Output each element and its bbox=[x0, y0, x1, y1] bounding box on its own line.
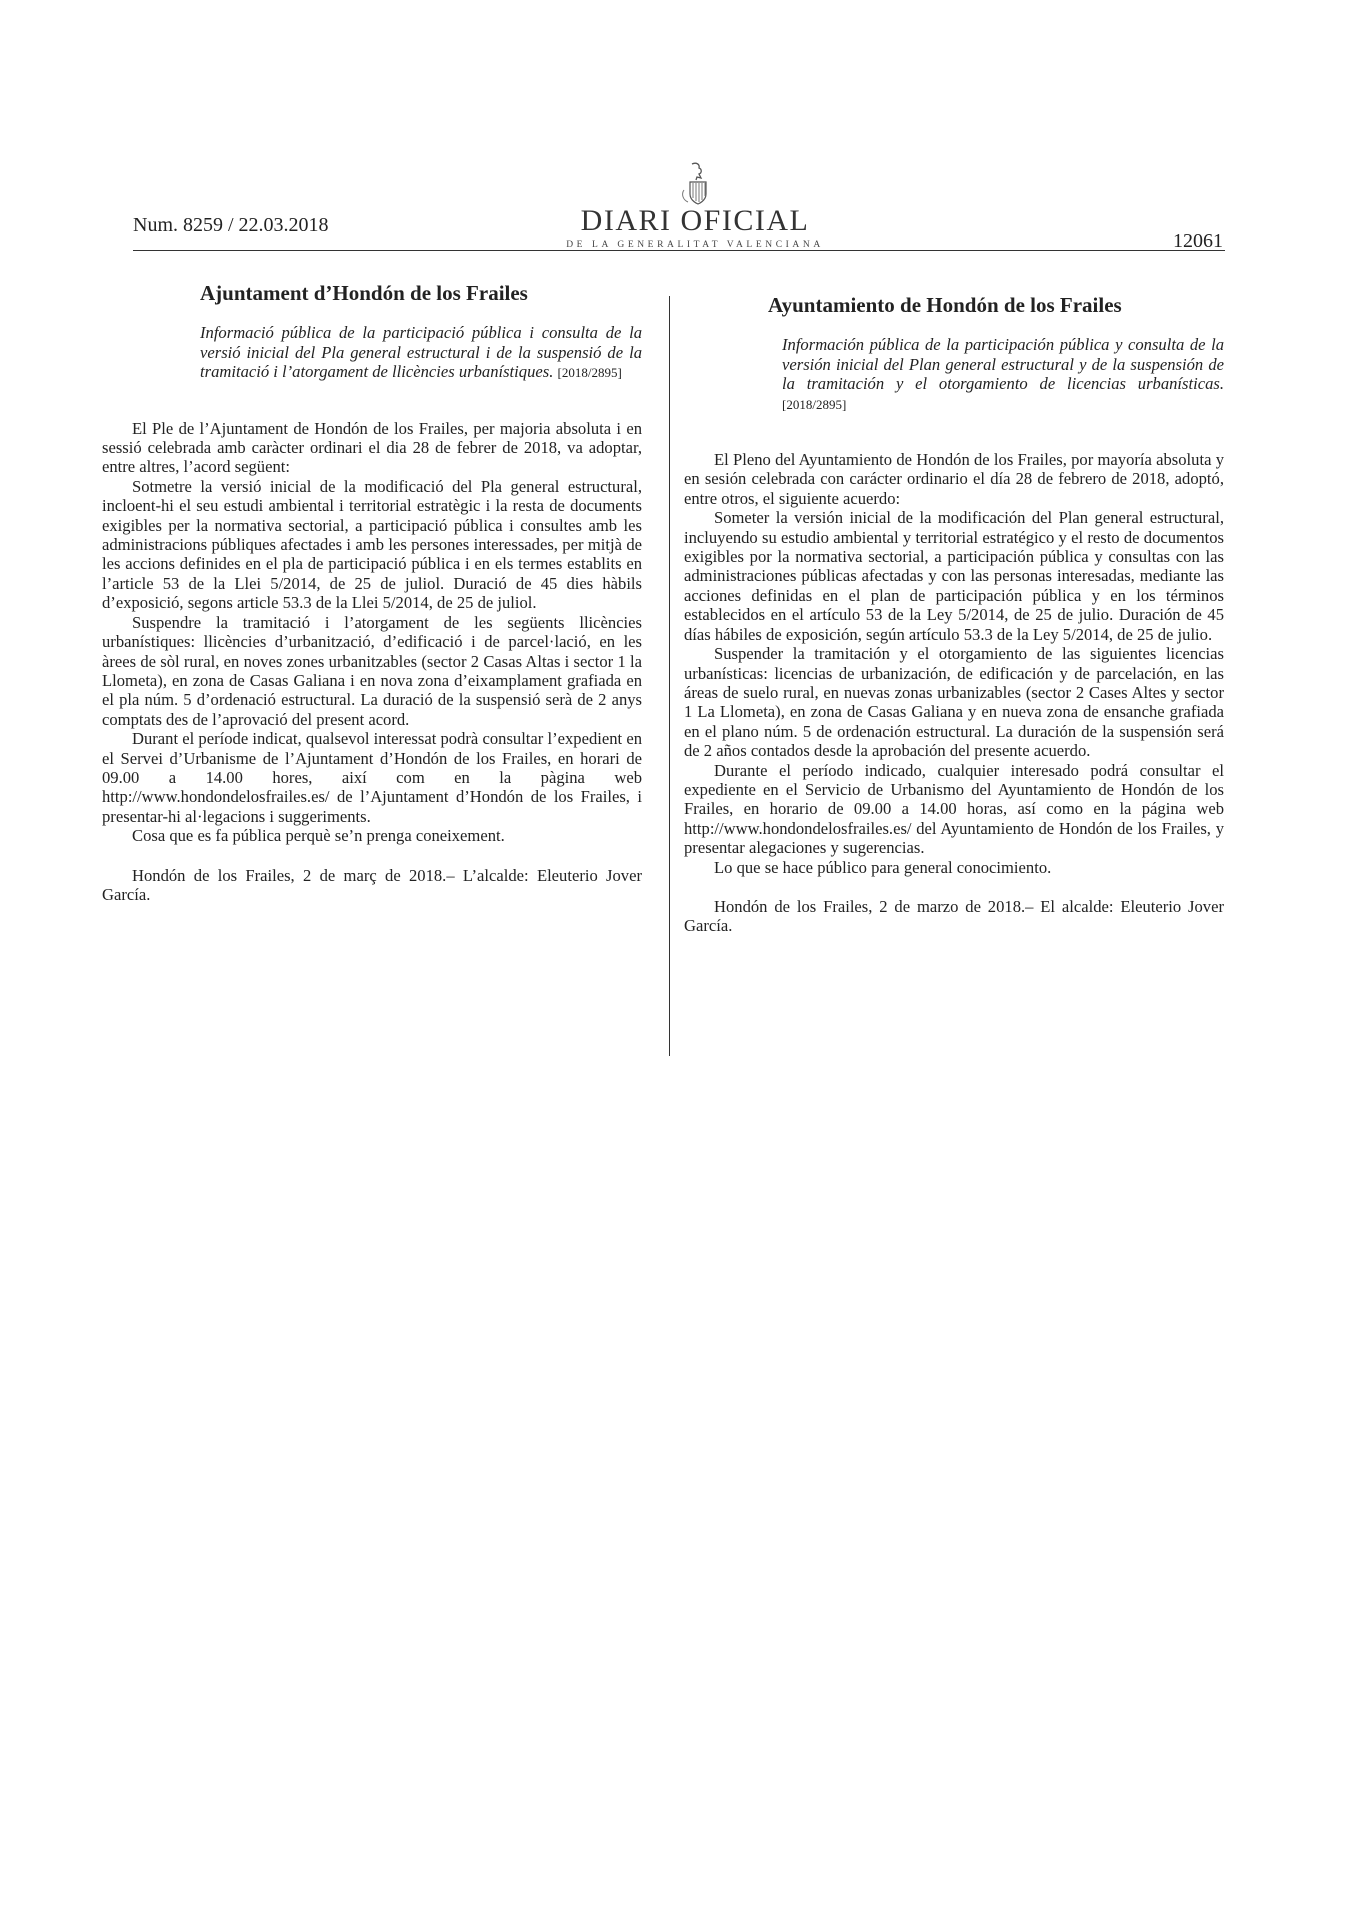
signature-line: Hondón de los Frailes, 2 de marzo de 2018.– El alcalde: Eleuterio Jover García. bbox=[684, 896, 1224, 936]
masthead bbox=[560, 160, 830, 250]
summary bbox=[200, 323, 642, 382]
paragraph: Someter la versión inicial de la modificación del Plan general estructural, incluyendo su estudio ambiental y territorial estratégico y el resto de documentos exigibles por la normativa sectorial, a participación pública y consultas con las administraciones públicas afectadas y con las personas interesadas, mediante las acciones definidas en el plan de participación pública y en los términos establecidos en el artículo 53 de la Ley 5/2014, de 25 de julio. Duración de 45 días hábiles de exposición, según artículo 53.3 de la Ley 5/2014, de 25 de julio. bbox=[684, 508, 1224, 644]
paragraph: Cosa que es fa pública perquè se’n prenga coneixement. bbox=[132, 826, 505, 846]
issue-number: Num. 8259 / 22.03.2018 bbox=[133, 214, 329, 236]
reference-code: [2018/2895] bbox=[782, 396, 847, 412]
column-title: Ayuntamiento de Hondón de los Frailes bbox=[768, 293, 1122, 317]
summary-text: Informació pública de la participació pública i consulta de la versió inicial del Pla general estructural i de la suspensió de la tramitació i l’atorgament de llicències urbanístiques. bbox=[200, 323, 642, 382]
masthead-subtitle: DE LA GENERALITAT VALENCIANA bbox=[566, 240, 824, 250]
body-text bbox=[684, 450, 1224, 877]
paragraph: El Ple de l’Ajuntament de Hondón de los Frailes, per majoria absoluta i en sessió celebrada amb caràcter ordinari el dia 28 de febrer de 2018, va adoptar, entre altres, l’acord següent: bbox=[102, 418, 642, 477]
page-number: 12061 bbox=[1173, 230, 1223, 252]
paragraph: Sotmetre la versió inicial de la modificació del Pla general estructural, incloent-hi el seu estudi ambiental i territorial estratègic i la resta de documents exigibles per la normativa sectorial, a participació pública i consultes amb les administracions públiques afectades i amb les persones interessades, per mitjà de les accions definides en el pla de participació pública i en els termes establits en l’article 53 de la Llei 5/2014, de 25 de juliol. Duració de 45 dies hàbils d’exposició, segons article 53.3 de la Llei 5/2014, de 25 de juliol. bbox=[102, 476, 642, 613]
summary-text: Información pública de la participación pública y consulta de la versión inicial del Plan general estructural y de la suspensión de la tramitación y el otorgamiento de licencias urbanísticas. bbox=[782, 335, 1224, 394]
paragraph: Durant el període indicat, qualsevol interessat podrà consultar l’expedient en el Servei d’Urbanisme de l’Ajuntament d’Hondón de los Frailes, en horari de 09.00 a 14.00 hores, així com en la pàgina web http://www.hondondelosfrailes.es/ de l’Ajuntament d’Hondón de los Frailes, i presentar-hi al·legacions i suggeriments. bbox=[102, 729, 642, 826]
column-divider bbox=[669, 296, 670, 1056]
column-valencian bbox=[102, 281, 642, 921]
paragraph: Suspender la tramitación y el otorgamiento de las siguientes licencias urbanísticas: licencias de urbanización, de edificación y de parcelación, en las áreas de suelo rural, en nuevas zonas urbanizables (sector 2 Cases Altes y sector 1 La Llometa), en zona de Casas Galiana y en nueva zona de ensanche grafiada en el plano núm. 5 de ordenación estructural. La duración de la suspensión será de 2 años contados desde la aprobación del presente acuerdo. bbox=[684, 644, 1224, 761]
header-rule bbox=[133, 250, 1225, 251]
column-spanish bbox=[684, 293, 1224, 952]
body-text bbox=[102, 419, 642, 846]
reference-code: [2018/2895] bbox=[557, 365, 622, 381]
paragraph: Suspendre la tramitació i l’atorgament de les següents llicències urbanístiques: llicències d’urbanització, d’edificació i de parcel·lació, en les àrees de sòl rural, en noves zones urbanitzables (sector 2 Casas Altas i sector 1 la Llometa), en zona de Casas Galiana i en nova zona d’eixamplament grafiada en el pla núm. 5 d’ordenació estructural. La duració de la suspensió serà de 2 anys comptats des de l’aprovació del present acord. bbox=[102, 612, 642, 729]
crest-icon bbox=[678, 160, 712, 208]
paragraph: Durante el período indicado, cualquier interesado podrá consultar el expediente en el Servicio de Urbanismo del Ayuntamiento de Hondón de los Frailes, en horario de 09.00 a 14.00 horas, así como en la página web http://www.hondondelosfrailes.es/ del Ayuntamiento de Hondón de los Frailes, y presentar alegaciones y sugerencias. bbox=[684, 760, 1224, 858]
summary bbox=[782, 335, 1224, 414]
column-title: Ajuntament d’Hondón de los Frailes bbox=[200, 281, 528, 305]
paragraph: Lo que se hace público para general conocimiento. bbox=[714, 857, 1052, 877]
paragraph: El Pleno del Ayuntamiento de Hondón de los Frailes, por mayoría absoluta y en sesión celebrada con carácter ordinario el día 28 de febrero de 2018, adoptó, entre otros, el siguiente acuerdo: bbox=[684, 450, 1224, 508]
masthead-title: DIARI OFICIAL bbox=[580, 204, 810, 237]
signature-line: Hondón de los Frailes, 2 de març de 2018.– L’alcalde: Eleuterio Jover García. bbox=[102, 865, 642, 904]
